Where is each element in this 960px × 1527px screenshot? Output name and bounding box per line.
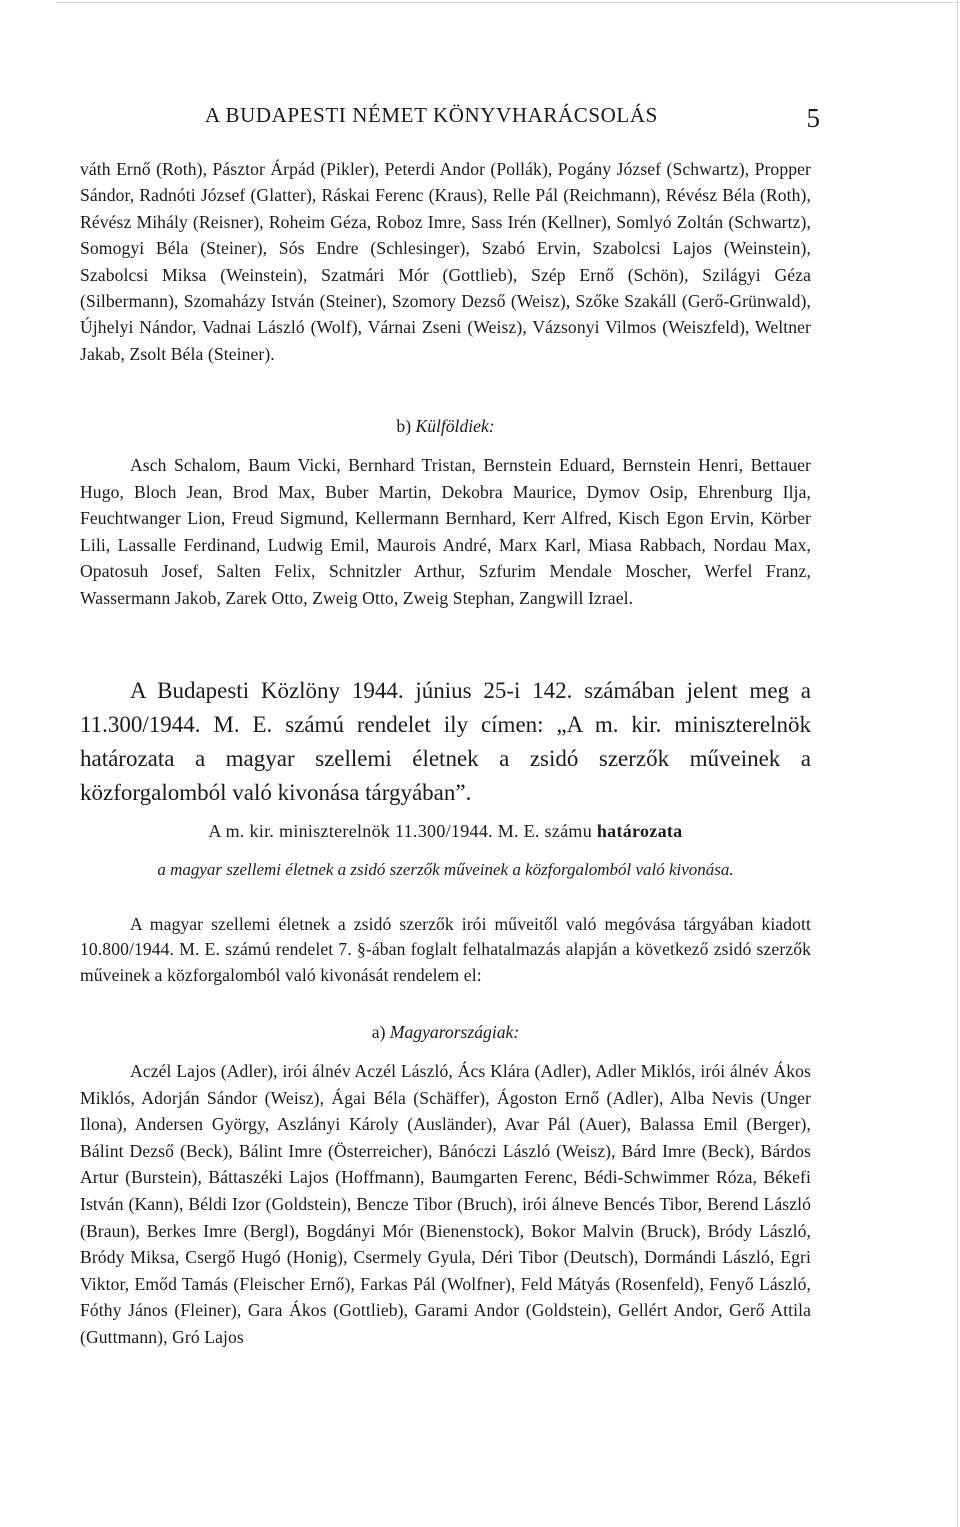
section-b-text: Asch Schalom, Baum Vicki, Bernhard Tristan, Bernstein Eduard, Bernstein Henri, Bettauer Hugo, Bloch Jean, Brod Max, Buber Martin, Dekobra Maurice, Dymov Osip, Ehrenburg Ilja, Feuchtwanger Lion, Freud Sigmund, Kellermann Bernhard, Kerr Alfred, Kisch Egon Ervin, Körber Lili, Lassalle Ferdinand, Ludwig Emil, Maurois André, Marx Karl, Miasa Rabbach, Nordau Max, Opatosuh Josef, Salten Felix, Schnitzler Arthur, Szfurim Mendale Moscher, Werfel Franz, Wassermann Jakob, Zarek Otto, Zweig Otto, Zweig Stephan, Zangwill Izrael. — [80, 455, 811, 608]
page-edge-top — [56, 2, 960, 3]
decision-title-bold: határozata — [596, 821, 683, 841]
authorization-text: A magyar szellemi életnek a zsidó szerzők irói műveitől való megóvása tárgyában kiadott 10.800/1944. M. E. számú rendelet 7. §-ában foglalt felhatalmazás alapján a következő zsidó szerzők műveinek a közforgalomból való kivonását rendelem el: — [80, 914, 811, 985]
section-a-paragraph — [80, 1058, 811, 1351]
section-a-text: Aczél Lajos (Adler), irói álnév Aczél László, Ács Klára (Adler), Adler Miklós, irói álnév Ákos Miklós, Adorján Sándor (Weisz), Ágai Béla (Schäffer), Ágoston Ernő (Adler), Alba Nevis (Unger Ilona), Andersen György, Aszlányi Károly (Ausländer), Avar Pál (Auer), Balassa Emil (Berger), Bálint Dezső (Beck), Bálint Imre (Österreicher), Bánóczi László (Weisz), Bárd Imre (Beck), Bárdos Artur (Burstein), Báttaszéki Lajos (Hoffmann), Baumgarten Ferenc, Bédi-Schwimmer Róza, Békefi István (Kann), Béldi Izor (Goldstein), Bencze Tibor (Bruch), irói álneve Bencés Tibor, Berend László (Braun), Berkes Imre (Bergl), Bogdányi Mór (Bienenstock), Bokor Malvin (Bruck), Bródy László, Bródy Miksa, Csergő Hugó (Honig), Csermely Gyula, Déri Tibor (Deutsch), Dormándi László, Egri Viktor, Emőd Tamás (Fleischer Ernő), Farkas Pál (Wolfner), Feld Mátyás (Rosenfeld), Fenyő László, Fóthy János (Fleiner), Gara Ákos (Gottlieb), Garami Andor (Goldstein), Gellért Andor, Gerő Attila (Guttmann), Gró Lajos — [80, 1061, 811, 1347]
section-b-marker: b) — [396, 416, 412, 436]
gazette-paragraph — [80, 674, 811, 810]
section-b-label: Külföldiek: — [415, 416, 495, 436]
decision-title-prefix: A m. kir. miniszterelnök 11.300/1944. M. E. számu — [208, 821, 593, 841]
section-a-label: Magyarországiak: — [389, 1022, 520, 1042]
section-b-paragraph — [80, 452, 811, 612]
section-a-marker: a) — [371, 1022, 386, 1042]
continuation-text: váth Ernő (Roth), Pásztor Árpád (Pikler), Peterdi Andor (Pollák), Pogány József (Schwartz), Propper Sándor, Radnóti József (Glatter), Ráskai Ferenc (Kraus), Relle Pál (Reichmann), Révész Béla (Roth), Révész Mihály (Reisner), Roheim Géza, Roboz Imre, Sass Irén (Kellner), Somlyó Zoltán (Schwartz), Somogyi Béla (Steiner), Sós Endre (Schlesinger), Szabó Ervin, Szabolcsi Lajos (Weinstein), Szabolcsi Miksa (Weinstein), Szatmári Mór (Gottlieb), Szép Ernő (Schön), Szilágyi Géza (Silbermann), Szomaházy István (Steiner), Szomory Dezső (Weisz), Szőke Szakáll (Gerő-Grünwald), Újhelyi Nándor, Vadnai László (Wolf), Várnai Zseni (Weisz), Vázsonyi Vilmos (Weiszfeld), Weltner Jakab, Zsolt Béla (Steiner). — [80, 159, 811, 364]
continuation-paragraph — [80, 156, 811, 367]
authorization-paragraph — [80, 912, 811, 988]
running-header — [80, 100, 820, 136]
section-a-heading — [80, 1020, 811, 1044]
page-edge-right — [957, 0, 958, 1527]
decision-title — [80, 818, 811, 844]
decision-subtitle: a magyar szellemi életnek a zsidó szerzők műveinek a közforgalomból való kivonása. — [157, 860, 734, 879]
gazette-text: A Budapesti Közlöny 1944. június 25-i 142. számában jelent meg a 11.300/1944. M. E. számú rendelet ily címen: „A m. kir. miniszterelnök határozata a magyar szellemi életnek a zsidó szerzők műveinek a közforgalomból való kivonása tárgyában”. — [80, 678, 811, 805]
section-b-heading — [80, 414, 811, 438]
page-number: 5 — [806, 103, 820, 133]
running-title: A BUDAPESTI NÉMET KÖNYVHARÁCSOLÁS — [205, 103, 658, 127]
